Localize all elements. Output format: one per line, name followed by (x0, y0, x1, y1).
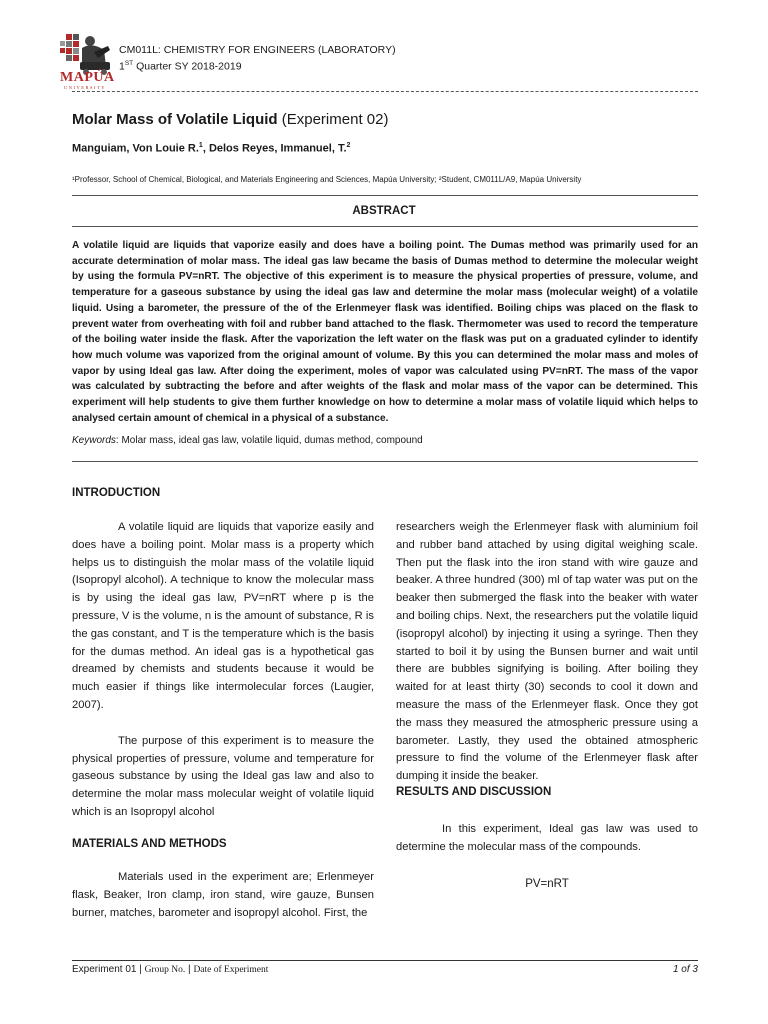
results-paragraph-1: In this experiment, Ideal gas law was used to determine the molecular mass of the compounds. (396, 823, 698, 853)
footer-left: Experiment 01 | Group No. | Date of Experiment (72, 964, 269, 975)
methods-paragraph-1: Materials used in the experiment are; Erlenmeyer flask, Beaker, Iron clamp, iron stand, wire gauze, Bunsen burner, matches, barometer and isopropyl alcohol. First, the (72, 871, 374, 919)
course-title: CM011L: CHEMISTRY FOR ENGINEERS (LABORATORY) (119, 44, 396, 56)
keywords: Keywords: Molar mass, ideal gas law, volatile liquid, dumas method, compound (72, 435, 423, 446)
header-divider (72, 91, 698, 92)
introduction-heading: INTRODUCTION (72, 487, 161, 499)
abstract-top-rule (72, 195, 698, 196)
footer-rule (72, 960, 698, 961)
affiliation: ¹Professor, School of Chemical, Biological, and Materials Engineering and Sciences, Mapúa University; ²Student, CM011L/A9, Mapúa University (72, 175, 582, 184)
logo-emblem-icon (60, 34, 110, 75)
methods-paragraph-2: researchers weigh the Erlenmeyer flask with aluminium foil and rubber band attached by using digital weighing scale. Then put the flask into the iron stand with wire gauze and beaker. A three hundred (300) ml of tap water was put on the beaker then submerged the flask into the beaker with water and boiling chips. Next, the researchers put the volatile liquid (isopropyl alcohol) by injecting it using a syringe. Then they started to boil it by using the Bunsen burner and wait until there are bubbles signifying is boiling. After boiling they waited for at least thirty (30) seconds to cool it down and measure the mass of the Erlenmeyer flask. Once they got the mass they measured the atmospheric pressure using a barometer. Lastly, they used the obtained atmospheric pressure to find the volume of the Erlenmeyer flask after dumping it inside the beaker. (396, 521, 698, 783)
logo-subtext: UNIVERSITY (64, 85, 106, 90)
authors: Manguiam, Von Louie R.$^1$, Delos Reyes, Immanuel, T.$^2$ (72, 142, 351, 155)
methods-body-left (72, 869, 374, 922)
keywords-rule (72, 461, 698, 462)
methods-body-right (396, 519, 698, 786)
abstract-bottom-rule (72, 226, 698, 227)
ideal-gas-equation: PV=nRT (525, 878, 569, 890)
methods-heading: MATERIALS AND METHODS (72, 838, 227, 850)
results-body (396, 821, 698, 857)
intro-paragraph-2: The purpose of this experiment is to measure the physical properties of pressure, volume and temperature for gaseous substance by using the Ideal gas law and also to determine the molar mass molecular weight of volatile liquid which is an Isopropyl alcohol (72, 734, 374, 818)
abstract-text: A volatile liquid are liquids that vaporize easily and does have a boiling point. The Dumas method was primarily used for an accurate determination of molar mass. The ideal gas law became the basis of Dumas method to determine the molecular weight by using the formula PV=nRT. The objective of this experiment is to measure the physical properties of pressure, volume, and temperature for a gaseous substance by using the ideal gas law and determine the molar mass (molecular weight) of a volatile liquid. Using a barometer, the pressure of the of the Erlenmeyer flask was identified. Boiling chips was placed on the flask to prevent water from overheating with foil and rubber band attached to the flask. Thermometer was used to record the temperature of the boiling water inside the flask. After the vaporization the left water on the flask was put on a graduated cylinder to identify how much volume was vaporized from the original amount of volume. By this you can determined the molar mass and moles of vapor by using Ideal gas law. After doing the experiment, moles of vapor was calculated using PV=nRT. The mass of the vapor was calculated by subtracting the before and after weights of the flask and molar mass of the vapor can be determined. This experiment will help students to give them further knowledge on how to determine a molar mass of volatile liquid which helps to analysed certain amount of chemical in a physical of a substance. (72, 240, 698, 424)
logo-wordmark: MAPÚA (60, 70, 115, 85)
intro-paragraph-1: A volatile liquid are liquids that vaporize easily and does have a boiling point. Molar mass is a property which helps us to distinguish the molar mass of the volatile liquid (Isopropyl alcohol). A technique to know the molecular mass is by using the ideal gas law, PV=nRT where p is the pressure, V is the volume, n is the amount of substance, R is the gas constant, and T is the temperature which is the basis for the dumas method. An ideal gas is a hypothetical gas dreamed by chemists and students because it would be much easier if things like intermolecular forces (Laugier, 2007). (72, 521, 374, 711)
mapua-logo (60, 32, 114, 92)
page-number: 1 of 3 (672, 964, 698, 975)
abstract-heading: ABSTRACT (352, 205, 416, 217)
quarter-line: 1ST Quarter SY 2018-2019 (119, 60, 242, 73)
results-heading: RESULTS AND DISCUSSION (396, 786, 552, 798)
introduction-body (72, 519, 374, 822)
paper-title: Molar Mass of Volatile Liquid (Experiment 02) (72, 111, 389, 128)
